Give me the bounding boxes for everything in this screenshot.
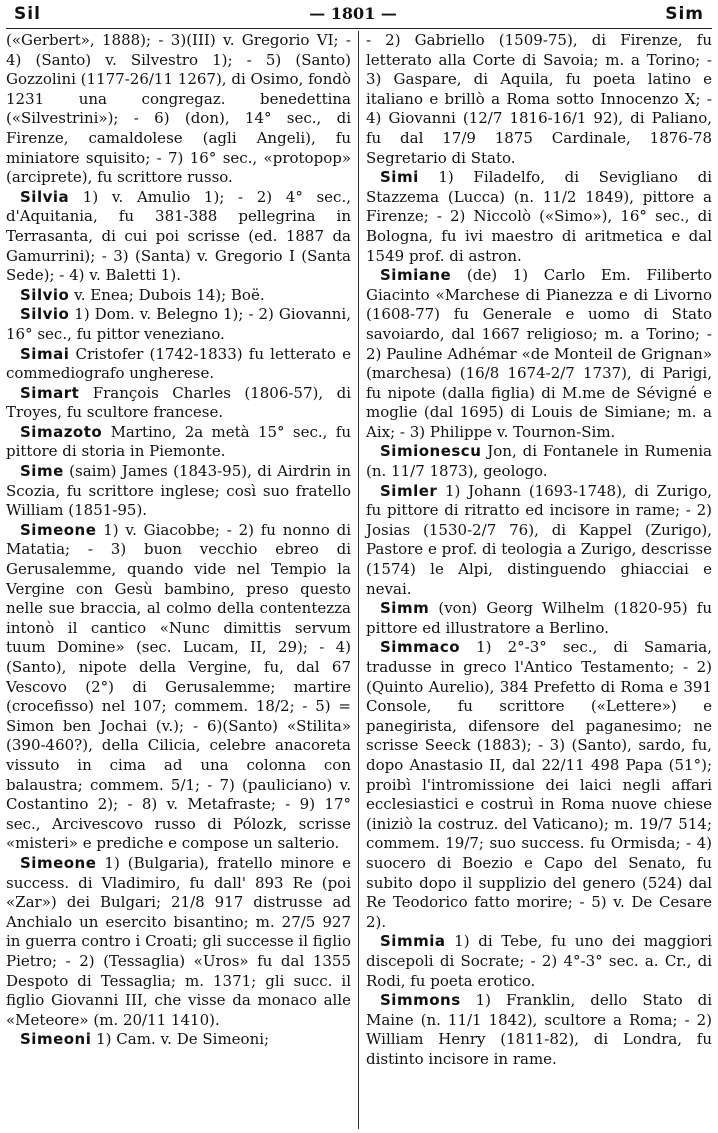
dictionary-entry [6,188,351,286]
entry-text: François Charles (1806-57), di Troyes, fu scultore francese. [6,383,351,422]
entry-headword: Silvio [20,285,70,304]
entry-headword: Simler [380,481,438,500]
entry-text: Jon, di Fontanele in Rumenia (n. 11/7 1873), geologo. [366,442,712,481]
entry-text: 1) di Tebe, fu uno dei maggiori discepoli di Socrate; - 2) 4°-3° sec. a. Cr., di Rodi, fu poeta erotico. [366,932,712,990]
entry-headword: Simionescu [380,442,482,461]
dictionary-entry [6,286,351,306]
entry-headword: Simai [20,344,70,363]
entry-headword: Simazoto [20,422,103,441]
columns [6,31,712,1129]
dictionary-entry [6,31,351,188]
dictionary-entry [366,932,712,991]
entry-text: - 2) Gabriello (1509-75), di Firenze, fu letterato alla Corte di Savoia; m. a Torino; - 3) Gaspare, di Aquila, fu poeta latino e italiano e brillò a Roma sotto Innocenzo X; - 4) Giovanni (12/7 1816-16/1 92), di Paliano, fu dal 17/9 1875 Cardinale, 1876-78 Segretario di Stato. [366,31,712,167]
entry-text: 1) Johann (1693-1748), di Zurigo, fu pittore di ritratto ed incisore in rame; - 2) Josias (1530-2/7 76), di Kappel (Zurigo), Pastore e prof. di teologia a Zurigo, descrisse (1574) le Alpi, distinguendo ghiacciai e nevai. [366,481,712,598]
entry-headword: Sime [20,462,64,481]
right-column [359,31,712,1129]
entry-text: («Gerbert», 1888); - 3)(III) v. Gregorio VI; - 4) (Santo) v. Silvestro 1); - 5) (Santo) Gozzolini (1177-26/11 1267), di Osimo, fondò 1231 una congregaz. benedettina («Silvestrini»); - 6) (don), 14° sec., di Firenze, camaldolese (agli Angeli), fu miniatore squisito; - 7) 16° sec., «protopop» (arciprete), fu scrittore russo. [6,31,351,187]
dictionary-entry [6,423,351,462]
entry-text: Cristofer (1742-1833) fu letterato e commediografo ungherese. [6,344,351,383]
entry-headword: Simeoni [20,1030,92,1049]
dictionary-entry [6,521,351,854]
page-number: — 1801 — [309,4,397,23]
dictionary-entry [6,462,351,521]
running-head [6,4,712,26]
entry-text: 1) v. Giacobbe; - 2) fu nonno di Matatia; - 3) buon vecchio ebreo di Gerusalemme, quando vide nel Tempio la Vergine con Gesù bambino, preso questo nelle sue braccia, al colmo della contentezza intonò il cantico «Nunc dimittis servum tuum Domine» (sec. Lucam, II, 29); - 4) (Santo), nipote della Vergine, fu, dal 67 Vescovo (2°) di Gerusalemme; martire (crocefisso) nel 107; commem. 18/2; - 5) = Simon ben Jochai (v.); - 6)(Santo) «Stilita» (390-460?), della Cilicia, celebre anacoreta vissuto in cima ad una colonna con balaustra; commem. 5/1; - 7) (pauliciano) v. Costantino 2); - 8) v. Metafraste; - 9) 17° sec., Arcivescovo russo di Pólozk, scrisse «misteri» e prediche e compose un salterio. [6,520,351,853]
entry-text: (saim) James (1843-95), di Airdrin in Scozia, fu scrittore inglese; così suo fratello William (1851-95). [6,462,351,520]
dictionary-entry [366,168,712,266]
dictionary-entry [6,345,351,384]
entry-headword: Silvio [20,305,70,324]
dictionary-entry [6,384,351,423]
entry-headword: Simmaco [380,638,461,657]
entry-headword: Silvia [20,187,70,206]
left-column [6,31,359,1129]
entry-headword: Simm [380,599,430,618]
entry-headword: Simiane [380,266,452,285]
dictionary-entry [366,31,712,168]
entry-text: v. Enea; Dubois 14); Boë. [69,285,265,304]
entry-text: 1) 2°-3° sec., di Samaria, tradusse in greco l'Antico Testamento; - 2) (Quinto Aurelio), 384 Prefetto di Roma e 391 Console, fu scrittore («Lettere») e panegirista, difensore del paganesimo; ne scrisse Seeck (1883); - 3) (Santo), sardo, fu, dopo Anastasio II, dal 22/11 498 Papa (51°); proibì l'intromissione dei laici negli affari ecclesiastici e costruì in Roma nuove chiese (iniziò la costruz. del Vaticano); m. 19/7 514; commem. 19/7; suo success. fu Ormisda; - 4) suocero di Boezio e Capo del Senato, fu subito dopo il supplizio del genero (524) dal Re Teodorico fatto morire; - 5) v. De Cesare 2). [366,638,712,931]
dictionary-entry [366,991,712,1069]
dictionary-entry [366,266,712,442]
entry-text: (de) 1) Carlo Em. Filiberto Giacinto «Marchese di Pianezza e di Livorno (1608-77) fu Generale e uomo di Stato savoiardo, dal 1667 religioso; m. a Torino; - 2) Pauline Adhémar «de Monteil de Grignan» (marchesa) (16/8 1674-2/7 1737), di Parigi, fu nipote (dalla figlia) di M.me de Sévigné e moglie (dal 1695) di Louis de Simiane; m. a Aix; - 3) Philippe v. Tournon-Sim. [366,266,712,441]
entry-headword: Simi [380,168,419,187]
header-rule [6,28,712,29]
entry-headword: Simart [20,383,80,402]
entry-text: 1) Cam. v. De Simeoni; [91,1030,270,1049]
entry-text: 1) Filadelfo, di Sevigliano di Stazzema (Lucca) (n. 11/2 1849), pittore a Firenze; - 2) Niccolò («Simo»), 16° sec., di Bologna, fu ivi maestro di aritmetica e dal 1549 prof. di astron. [366,168,712,265]
dictionary-entry [366,599,712,638]
entry-headword: Simmia [380,932,446,951]
dictionary-entry [6,854,351,1030]
running-head-left: Sil [14,4,41,24]
dictionary-entry [366,442,712,481]
dictionary-entry [6,1030,351,1050]
entry-text: 1) (Bulgaria), fratello minore e success. di Vladimiro, fu dall' 893 Re (poi «Zar») dei Bulgari; 21/8 917 distrusse ad Anchialo un esercito bisantino; m. 27/5 927 in guerra contro i Croati; gli successe il figlio Pietro; - 2) (Tessaglia) «Uros» fu dal 1355 Despoto di Tessaglia; m. 1371; gli succ. il figlio Giovanni III, che visse da monaco alle «Meteore» (m. 20/11 1410). [6,853,351,1029]
entry-text: 1) Dom. v. Belegno 1); - 2) Giovanni, 16° sec., fu pittor veneziano. [6,305,351,343]
running-head-right: Sim [665,4,704,24]
entry-headword: Simeone [20,520,97,539]
entry-text: 1) Franklin, dello Stato di Maine (n. 11/1 1842), scultore a Roma; - 2) William Henry (1811-82), di Londra, fu distinto incisore in rame. [366,991,712,1068]
dictionary-entry [366,482,712,600]
entry-text: (von) Georg Wilhelm (1820-95) fu pittore ed illustratore a Berlino. [366,599,712,637]
dictionary-entry [6,305,351,344]
entry-headword: Simmons [380,991,461,1010]
entry-text: Martino, 2a metà 15° sec., fu pittore di storia in Piemonte. [6,422,351,461]
dictionary-entry [366,638,712,932]
entry-headword: Simeone [20,853,97,872]
entry-text: 1) v. Amulio 1); - 2) 4° sec., d'Aquitania, fu 381-388 pellegrina in Terrasanta, di cui poi scrisse (ed. 1887 da Gamurrini); - 3) (Santa) v. Gregorio I (Santa Sede); - 4) v. Baletti 1). [6,187,351,285]
